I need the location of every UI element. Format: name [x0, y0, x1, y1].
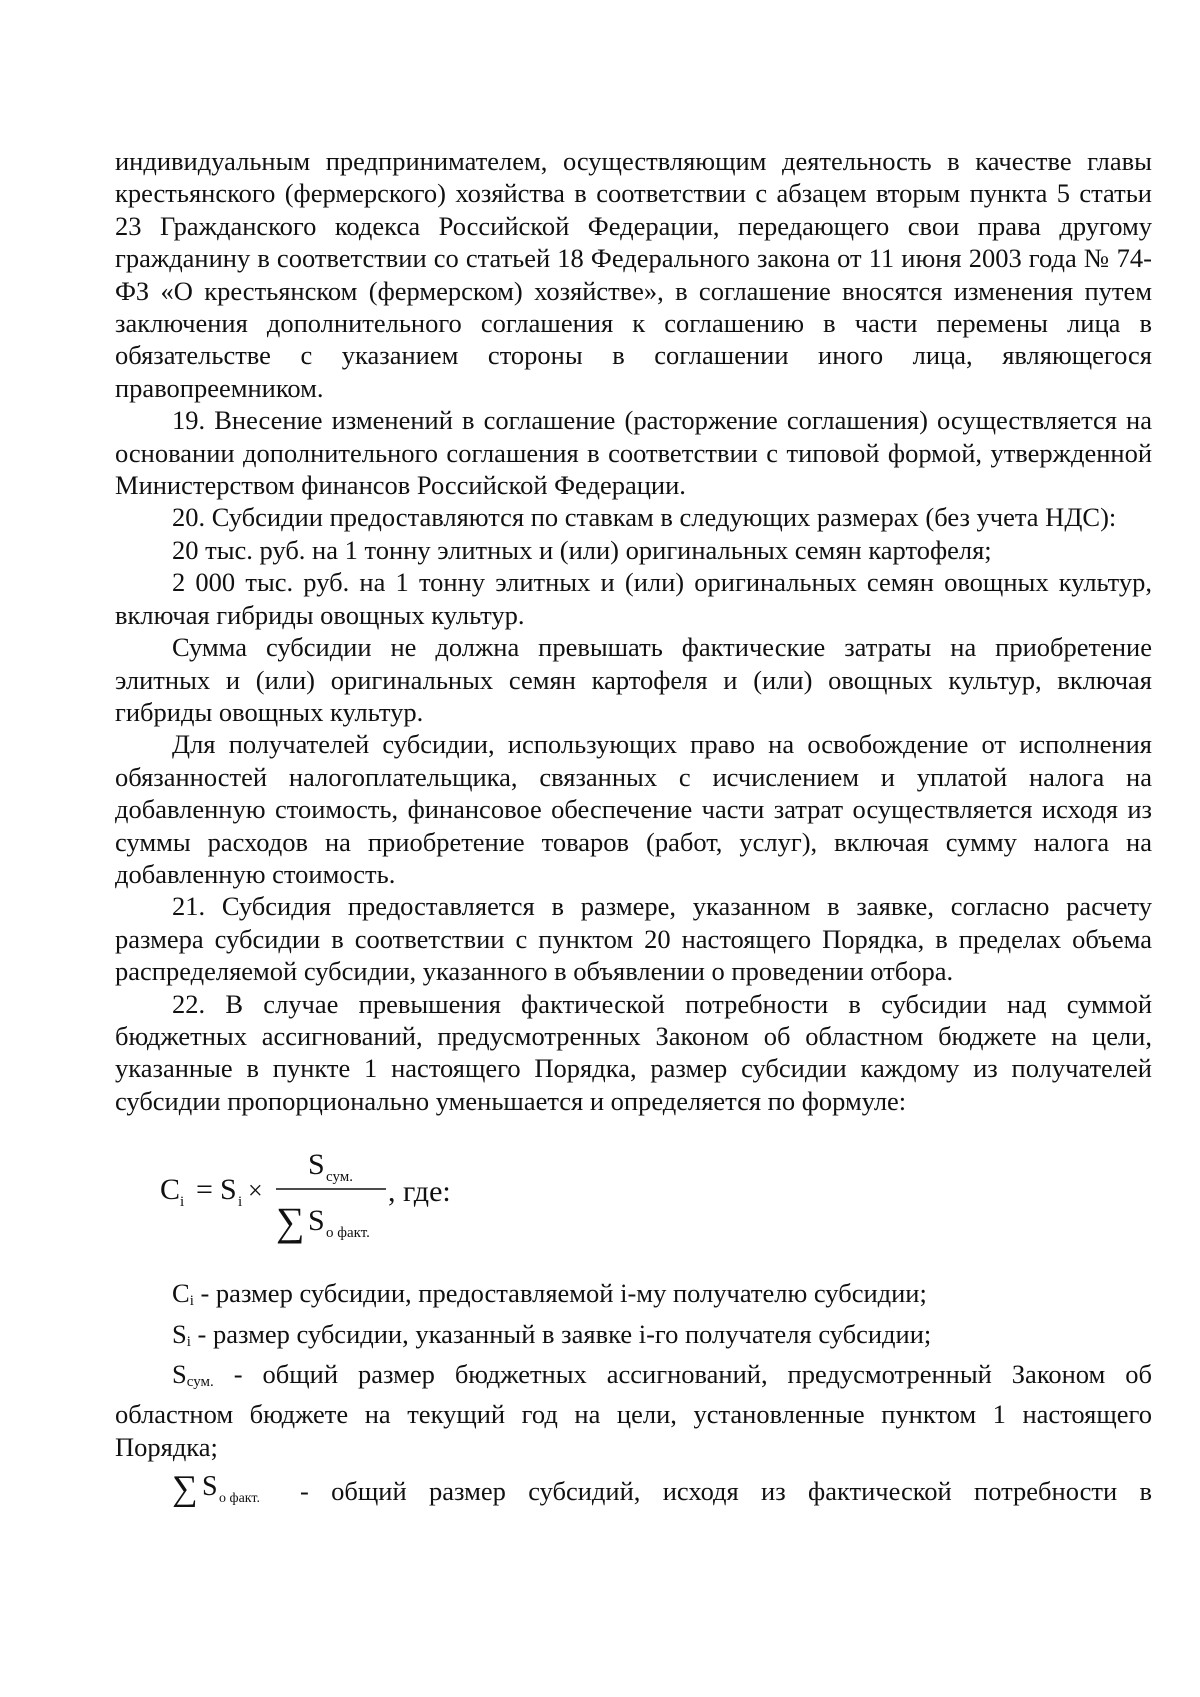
definition-ssum-text: - общий размер бюджетных ассигнований, предусмотренный Законом об областном бюджете на текущий год на цели, установленные пунктом 1 настоящего Порядка; — [115, 1359, 1152, 1462]
paragraph-20-vegetable-rate: 2 000 тыс. руб. на 1 тонну элитных и (или) оригинальных семян овощных культур, включая гибриды овощных культур. — [115, 567, 1152, 630]
formula-sigma: ∑ — [276, 1199, 305, 1245]
paragraph-continuation: индивидуальным предпринимателем, осуществляющим деятельность в качестве главы крестьянского (фермерского) хозяйства в соответствии с абзацем вторым пункта 5 статьи 23 Гражданского кодекса Российской Федерации, передающего свои права другому гражданину в соответствии со статьей 18 Федерального закона от 11 июня 2003 года № 74-ФЗ «О крестьянском (фермерском) хозяйстве», в соглашение вносятся изменения путем заключения дополнительного соглашения к соглашению в части перемены лица в обязательстве с указанием стороны в соглашении иного лица, являющегося правопреемником. — [115, 146, 1152, 403]
formula-numerator: S — [308, 1148, 325, 1182]
definition-ci-symbol: C — [172, 1278, 190, 1309]
definition-si-sub: i — [186, 1333, 191, 1350]
definition-ci-sub: i — [189, 1293, 194, 1310]
paragraph-20-vat: Для получателей субсидии, использующих право на освобождение от исполнения обязанностей налогоплательщика, связанных с исчислением и уплатой налога на добавленную стоимость, финансовое обеспечение части затрат осуществляется исходя из суммы расходов на приобретение товаров (работ, услуг), включая сумму налога на добавленную стоимость. — [115, 729, 1152, 889]
definition-si-symbol: S — [172, 1318, 187, 1349]
document-page — [115, 145, 1152, 1507]
definition-si-text: - размер субсидии, указанный в заявке i-го получателя субсидии; — [190, 1318, 932, 1349]
paragraph-22: 22. В случае превышения фактической потребности в субсидии над суммой бюджетных ассигнований, предусмотренных Законом об областном бюджете на цели, указанные в пункте 1 настоящего Порядка, размер субсидии каждому из получателей субсидии пропорционально уменьшается и определяется по формуле: — [115, 988, 1152, 1116]
formula-denominator-sub: о факт. — [326, 1225, 370, 1242]
definition-sum — [115, 1463, 1152, 1507]
paragraph-21: 21. Субсидия предоставляется в размере, указанном в заявке, согласно расчету размера субсидии в соответствии с пунктом 20 настоящего Порядка, в пределах объема распределяемой субсидии, указанного в объявлении о проведении отбора. — [115, 891, 1152, 987]
definition-ssum — [115, 1358, 1152, 1463]
formula-where: , где: — [388, 1175, 451, 1209]
subsidy-formula — [115, 1139, 1152, 1259]
formula-si: S — [220, 1173, 237, 1207]
definition-sum-text: - общий размер субсидий, исходя из фактической потребности в — [300, 1475, 1152, 1506]
paragraph-20: 20. Субсидии предоставляются по ставкам в следующих размерах (без учета НДС): — [172, 502, 1117, 533]
formula-ci: C — [160, 1173, 181, 1207]
formula-ci-sub: i — [180, 1194, 185, 1211]
definition-ssum-sub: сум. — [186, 1374, 214, 1390]
paragraph-19: 19. Внесение изменений в соглашение (расторжение соглашения) осуществляется на основании дополнительного соглашения в соответствии с типовой формой, утвержденной Министерством финансов Российской Федерации. — [115, 405, 1152, 501]
formula-numerator-sub: сум. — [326, 1169, 354, 1186]
formula-equals: = — [196, 1173, 213, 1207]
definition-ssum-symbol: S — [172, 1359, 187, 1389]
formula-times: × — [248, 1176, 263, 1206]
definition-ci-text: - размер субсидии, предоставляемой i-му получателю субсидии; — [193, 1278, 927, 1309]
paragraph-20-potato-rate: 20 тыс. руб. на 1 тонну элитных и (или) оригинальных семян картофеля; — [172, 534, 992, 565]
definition-si — [115, 1318, 1152, 1358]
definition-sum-sub: о факт. — [219, 1491, 260, 1507]
paragraph-20-limit: Сумма субсидии не должна превышать фактические затраты на приобретение элитных и (или) оригинальных семян картофеля и (или) овощных культур, включая гибриды овощных культур. — [115, 632, 1152, 727]
formula-denominator: S — [308, 1204, 325, 1238]
definition-sum-sigma: ∑ — [172, 1468, 198, 1508]
definition-ci — [115, 1277, 1152, 1317]
formula-si-sub: i — [238, 1194, 243, 1211]
definition-sum-symbol: S — [202, 1471, 218, 1503]
